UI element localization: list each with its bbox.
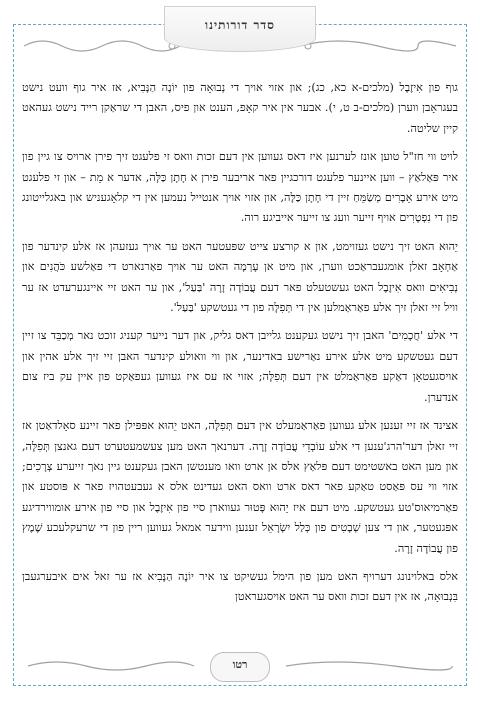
page-header xyxy=(14,6,466,66)
paragraph: אלס באלוינונג דערויף האט מען פון הימל געשיקט צו איר יוֹנָה הַנָּבִיא אז ער זאל אים איבערגעבן בִּנְבוּאָה, אז אין דעם זכות וואס ער האט אויסגעראטן xyxy=(22,569,458,604)
paragraph: גוף פון אִיזֶבֶל (מלכים-א כא, כג); און אזוי אויך די נְבוּאָה פון יוֹנָה הַנָּבִיא, אז איר גוף וועט נישט בעגראָבן ווערן (מלכים-ב ט, י). אבער אין איר קאָפ, הענט און פיס, האבן די שראַקן רייד נישט געהאט קיין שליטה. xyxy=(22,81,458,135)
flourish-left-icon xyxy=(22,36,182,56)
page-title: סדר דורותינו xyxy=(205,18,275,32)
paragraph: לויט ווי חז"ל טוען אונז לערנען איז דאס געווען אין דעם זכות וואס זי פלעגט זיך פירן ארויס צו גיין פון איר פּאַלאַץ – ווען איינער פלעגט דורכגיין פאר אריבער פירן א חָתָן כַּלָּה, אדער א מֵת – און זי פלעגט מיט אירע אֵבָרִים מְשַׂמֵּחַ זיין די חָתָן כַּלָּה, און אזוי אויך אנטייל נעמען אין די קלאָגעניש און באגלייטונג פון די נִפְטָרִים אויף זייער וועג צו זייער אייביגע רוה. xyxy=(22,150,458,225)
flourish-right-icon xyxy=(298,36,458,56)
paragraph: יֵהוּא האט זיך נישט געזוימט, און א קורצע צייט שפּעטער האט ער אויך געזעהן אז אלע קינדער פון אַחְאָב זאלן אומגעבראַכט ווערן, און מיט אן עָרְמָה האט ער אויך פאַרנארט די פאַלשע כֹּהֲנִים און נְבִיאִים וואס אִיזֶבֶל האט געשטעלט פאר דעם עֲבוֹדָה זָרָה 'בַּעַל', און ער האט זיי איינגערעדט אז ער וויל זיי זאלן זיך אלע פאַראַמלען אין די תְּפִלָּה פון די געטשקע 'בַּעַל'. xyxy=(22,239,458,315)
body-text xyxy=(22,78,458,638)
page-footer xyxy=(14,648,466,688)
page-number: רטו xyxy=(232,658,248,671)
paragraph: אצינד אז זיי זענען אלע געווען פאַראַמעלט אין דעם תְּפִלָּה, האט יֵהוּא אפּפּילן פאר זיינע סאָלדאַטן אז זיי זאלן דער'הרג'ענען די אלע עוֹבְדֵי עֲבוֹדָה זָרָה. דערנאך האט מען צעשמעטערט דעם גאנצן תְּפִלָּה, און מען האט באשטימט דעם פּלאַץ אלס אן ארט וואו מענטשן האבן געקענט גיין נאך זייערע צְרָכִים; אזוי ווי עס פּאַסט טאַקע פאר דאס ארט וואס האט געדינט אלס א געבעטהויז פאר א פּוסטע און פאַרמיאוס'טע געטשקע. מיט דעם איז יֵהוּא פָּטוּר געווארן סיי פון אִיזֶבֶל און סיי פון אירע אומווירדיגע אפּגעטער, און די צען שְׁבָטִים פון כְּלַל יִשְׂרָאֵל זענען ווידער אמאל געווען ריין פון די שרעקלעכע שֶׁמֶץ פון עֲבוֹדָה זָרָה. xyxy=(22,419,458,555)
paragraph: די אלע 'חֲכָמִים' האבן זיך נישט געקענט גלייבן דאס גליק, און דער נייער קעניג זוכט נאר מְכַבֵּד צו זיין דעם געטשקע מיט אלע אירע נאַרישע באדינער, און ווי וואולע קינדער האבן זיי זיך אלע אהין און אויסגעטאָן דאַקע פאַראַמלט אין דעם תְּפִלָּה; אזוי אז עס איז געווען געפאַקט פון איין עק ביז צום אנדערן. xyxy=(22,329,458,404)
